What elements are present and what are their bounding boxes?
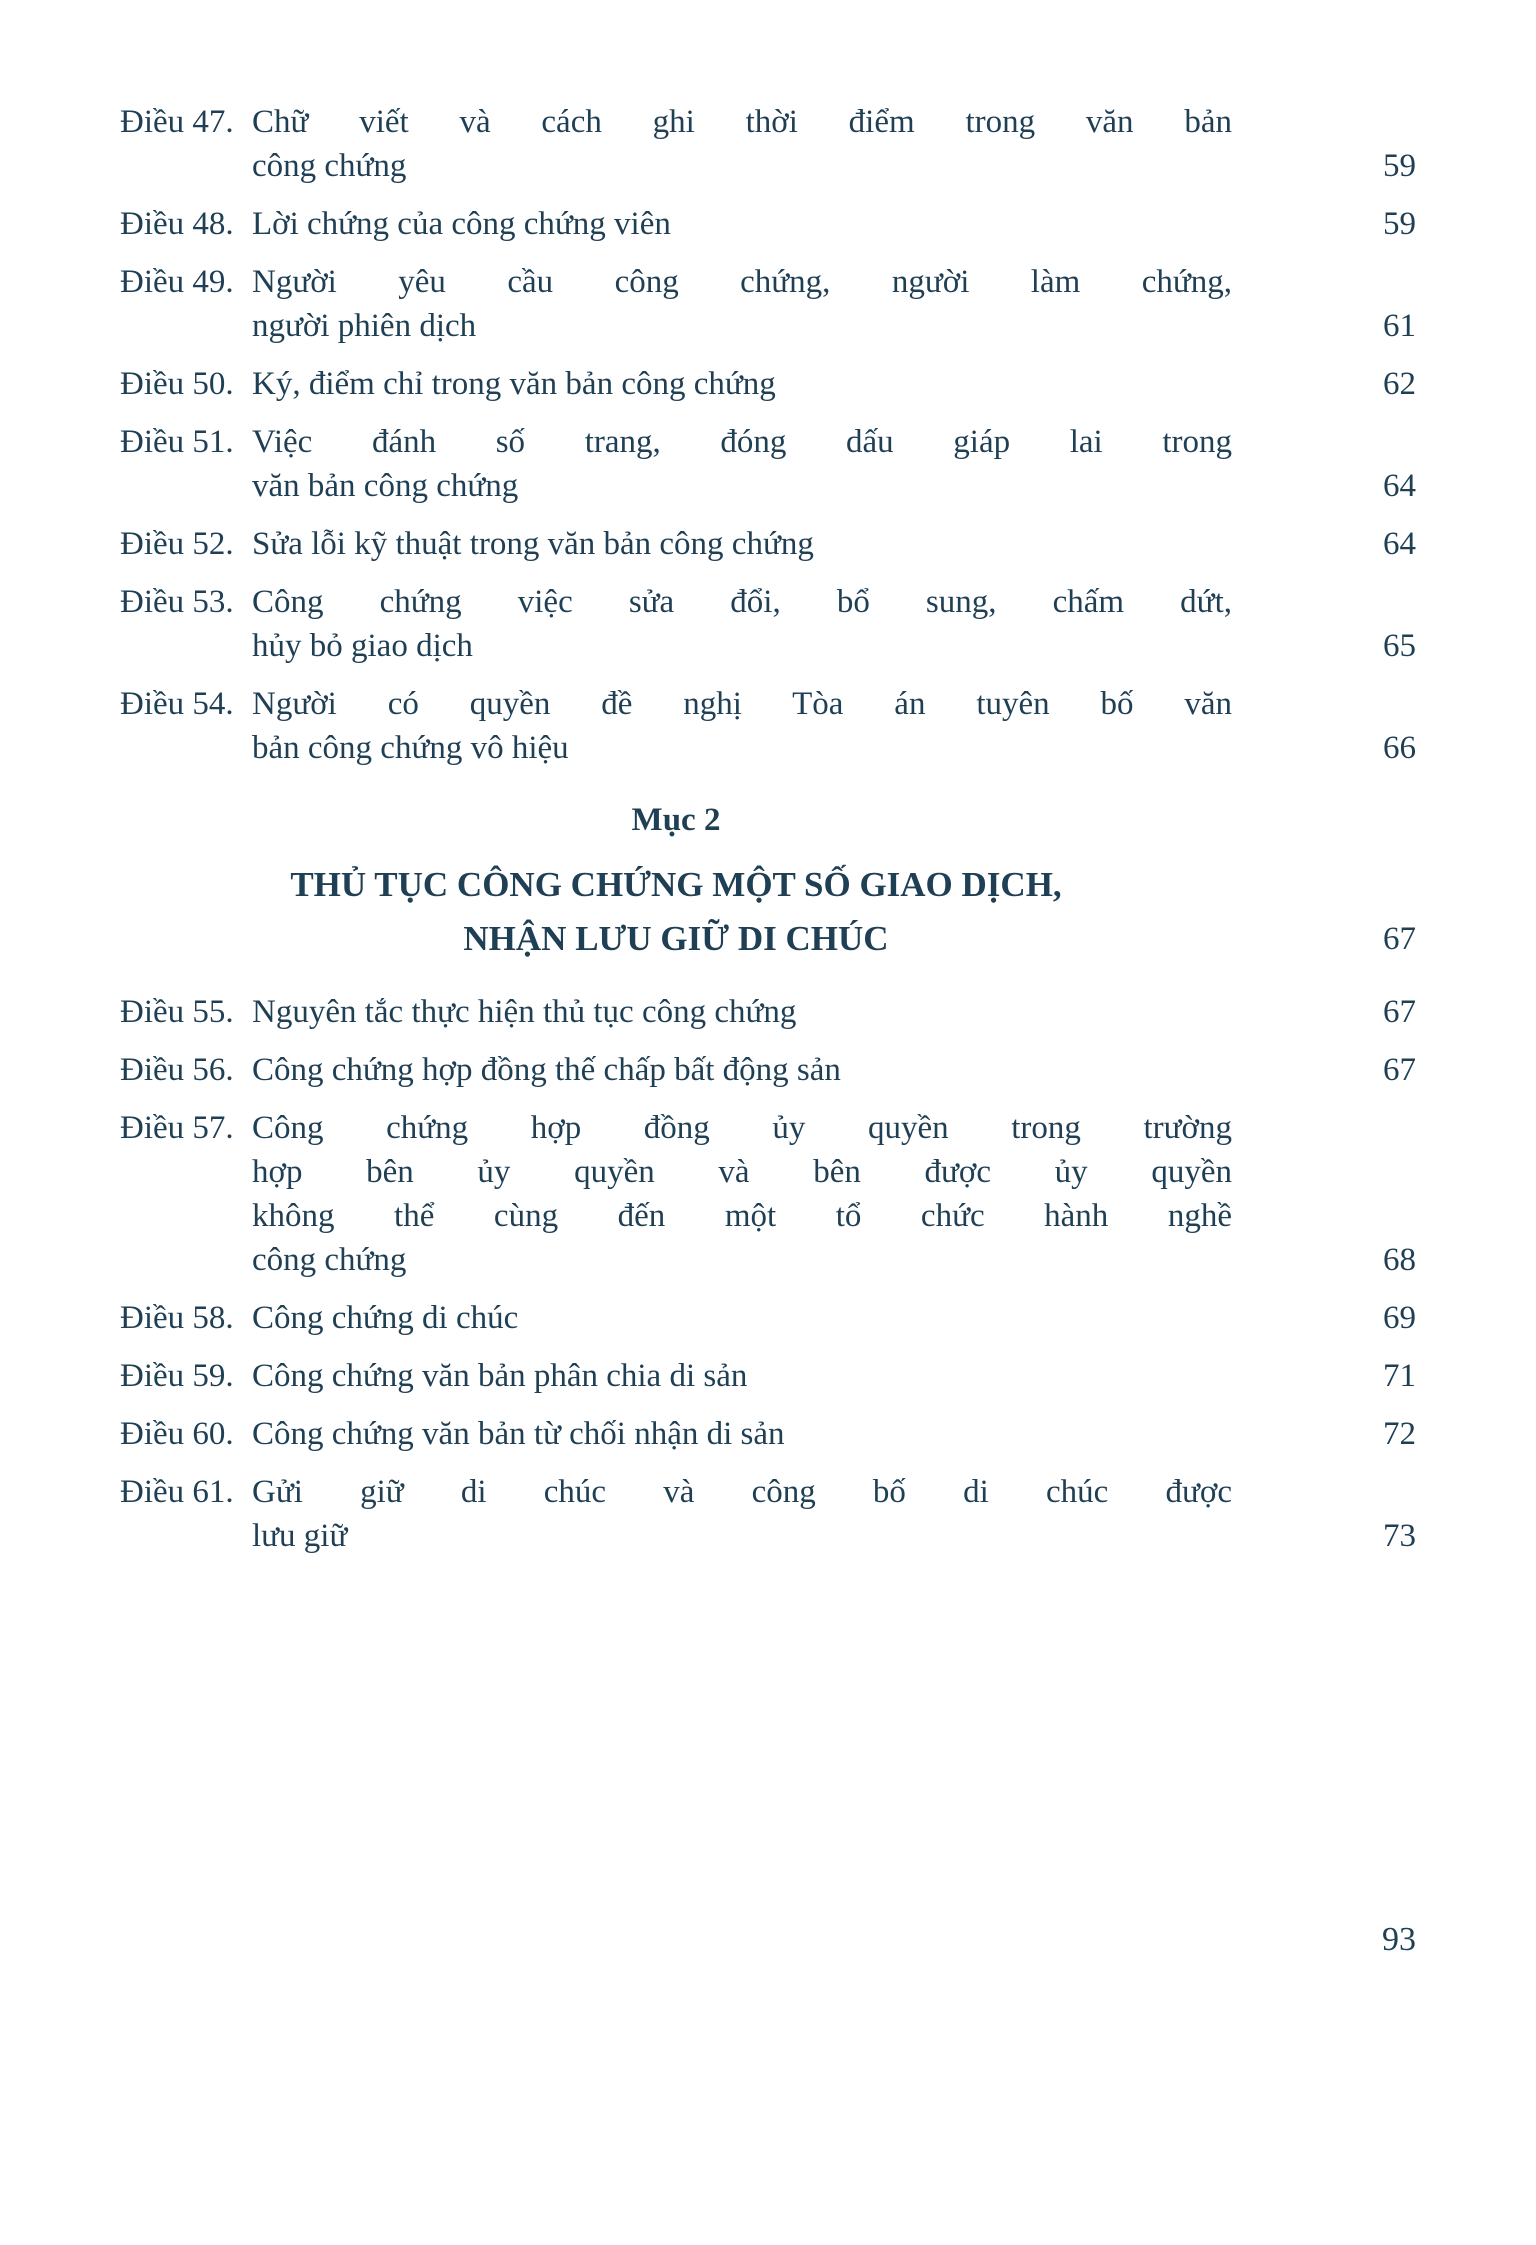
entry-page-number: 66 — [1383, 730, 1416, 766]
entry-label: Điều 57. — [120, 1110, 234, 1146]
entry-title-line: Người yêu cầu công chứng, người làm chứng, — [252, 264, 1232, 300]
entry-title-line: Ký, điểm chỉ trong văn bản công chứng — [252, 366, 776, 402]
entry-page-number: 59 — [1383, 206, 1416, 242]
entry-label: Điều 54. — [120, 686, 234, 722]
section-page-number: 67 — [1383, 921, 1416, 957]
entry-title-line: công chứng — [252, 1242, 407, 1278]
entry-title-line: lưu giữ — [252, 1518, 348, 1554]
entry-label: Điều 61. — [120, 1474, 234, 1510]
entry-title — [252, 260, 1232, 348]
entry-label: Điều 49. — [120, 264, 234, 300]
entry-label: Điều 50. — [120, 366, 234, 402]
entry-page-number: 67 — [1383, 994, 1416, 1030]
toc-entry — [120, 682, 1416, 770]
entry-title-line: không thể cùng đến một tổ chức hành nghề — [252, 1198, 1232, 1234]
toc-list-part2 — [120, 990, 1416, 1558]
entry-title-line: Công chứng hợp đồng thế chấp bất động sản — [252, 1052, 841, 1088]
entry-page-number: 65 — [1383, 628, 1416, 664]
toc-entry — [120, 260, 1416, 348]
entry-title-line: hủy bỏ giao dịch — [252, 628, 473, 664]
entry-title — [252, 522, 1232, 566]
entry-title-line: bản công chứng vô hiệu — [252, 730, 569, 766]
entry-page-number: 73 — [1383, 1518, 1416, 1554]
entry-title-line: Người có quyền đề nghị Tòa án tuyên bố văn — [252, 686, 1232, 722]
section-title-row — [120, 858, 1416, 966]
entry-label: Điều 51. — [120, 424, 234, 460]
entry-page-number: 71 — [1383, 1358, 1416, 1394]
entry-page-number: 67 — [1383, 1052, 1416, 1088]
entry-title-line: Chữ viết và cách ghi thời điểm trong văn bản — [252, 104, 1232, 140]
toc-entry — [120, 1296, 1416, 1340]
section-title — [120, 858, 1232, 966]
entry-label: Điều 55. — [120, 994, 234, 1030]
section-title-line2: NHẬN LƯU GIỮ DI CHÚC — [463, 919, 889, 958]
entry-title — [252, 1470, 1232, 1558]
toc-entry — [120, 990, 1416, 1034]
toc-entry — [120, 580, 1416, 668]
entry-title-line: công chứng — [252, 148, 407, 184]
entry-page-number: 62 — [1383, 366, 1416, 402]
entry-title-line: hợp bên ủy quyền và bên được ủy quyền — [252, 1154, 1232, 1190]
section-heading-block — [120, 798, 1416, 966]
entry-label: Điều 58. — [120, 1300, 234, 1336]
entry-label: Điều 48. — [120, 206, 234, 242]
entry-title-line: Công chứng hợp đồng ủy quyền trong trường — [252, 1110, 1232, 1146]
entry-title — [252, 362, 1232, 406]
entry-title-line: văn bản công chứng — [252, 468, 519, 504]
entry-title-line: Lời chứng của công chứng viên — [252, 206, 671, 242]
entry-page-number: 72 — [1383, 1416, 1416, 1452]
entry-label: Điều 56. — [120, 1052, 234, 1088]
section-kicker: Mục 2 — [631, 802, 721, 838]
page-number: 93 — [1382, 1921, 1416, 1958]
toc-entry — [120, 362, 1416, 406]
entry-page-number: 64 — [1383, 468, 1416, 504]
toc-entry — [120, 1470, 1416, 1558]
toc-entry — [120, 1106, 1416, 1282]
entry-title-line: Sửa lỗi kỹ thuật trong văn bản công chứng — [252, 526, 814, 562]
entry-title-line: Công chứng văn bản từ chối nhận di sản — [252, 1416, 785, 1452]
entry-label: Điều 47. — [120, 104, 234, 140]
entry-title-line: người phiên dịch — [252, 308, 477, 344]
toc-entry — [120, 202, 1416, 246]
entry-label: Điều 52. — [120, 526, 234, 562]
entry-title — [252, 682, 1232, 770]
toc-entry — [120, 1354, 1416, 1398]
entry-title — [252, 1048, 1232, 1092]
entry-page-number: 64 — [1383, 526, 1416, 562]
toc-entry — [120, 1412, 1416, 1456]
entry-page-number: 61 — [1383, 308, 1416, 344]
entry-label: Điều 59. — [120, 1358, 234, 1394]
entry-label: Điều 60. — [120, 1416, 234, 1452]
entry-title — [252, 1106, 1232, 1282]
entry-title — [252, 1412, 1232, 1456]
toc-entry — [120, 420, 1416, 508]
section-title-line1: THỦ TỤC CÔNG CHỨNG MỘT SỐ GIAO DỊCH, — [290, 865, 1062, 904]
entry-title-line: Công chứng văn bản phân chia di sản — [252, 1358, 748, 1394]
entry-title-line: Gửi giữ di chúc và công bố di chúc được — [252, 1474, 1232, 1510]
entry-title — [252, 1296, 1232, 1340]
toc-list-part1 — [120, 100, 1416, 770]
entry-page-number: 69 — [1383, 1300, 1416, 1336]
entry-title-line: Việc đánh số trang, đóng dấu giáp lai trong — [252, 424, 1232, 460]
toc-entry — [120, 522, 1416, 566]
toc-entry — [120, 100, 1416, 188]
entry-page-number: 68 — [1383, 1242, 1416, 1278]
entry-title — [252, 580, 1232, 668]
entry-title-line: Nguyên tắc thực hiện thủ tục công chứng — [252, 994, 797, 1030]
entry-title-line: Công chứng di chúc — [252, 1300, 519, 1336]
entry-label: Điều 53. — [120, 584, 234, 620]
entry-title — [252, 100, 1232, 188]
entry-title — [252, 420, 1232, 508]
entry-title — [252, 1354, 1232, 1398]
entry-title — [252, 990, 1232, 1034]
entry-page-number: 59 — [1383, 148, 1416, 184]
entry-title-line: Công chứng việc sửa đổi, bổ sung, chấm dứt, — [252, 584, 1232, 620]
entry-title — [252, 202, 1232, 246]
toc-entry — [120, 1048, 1416, 1092]
